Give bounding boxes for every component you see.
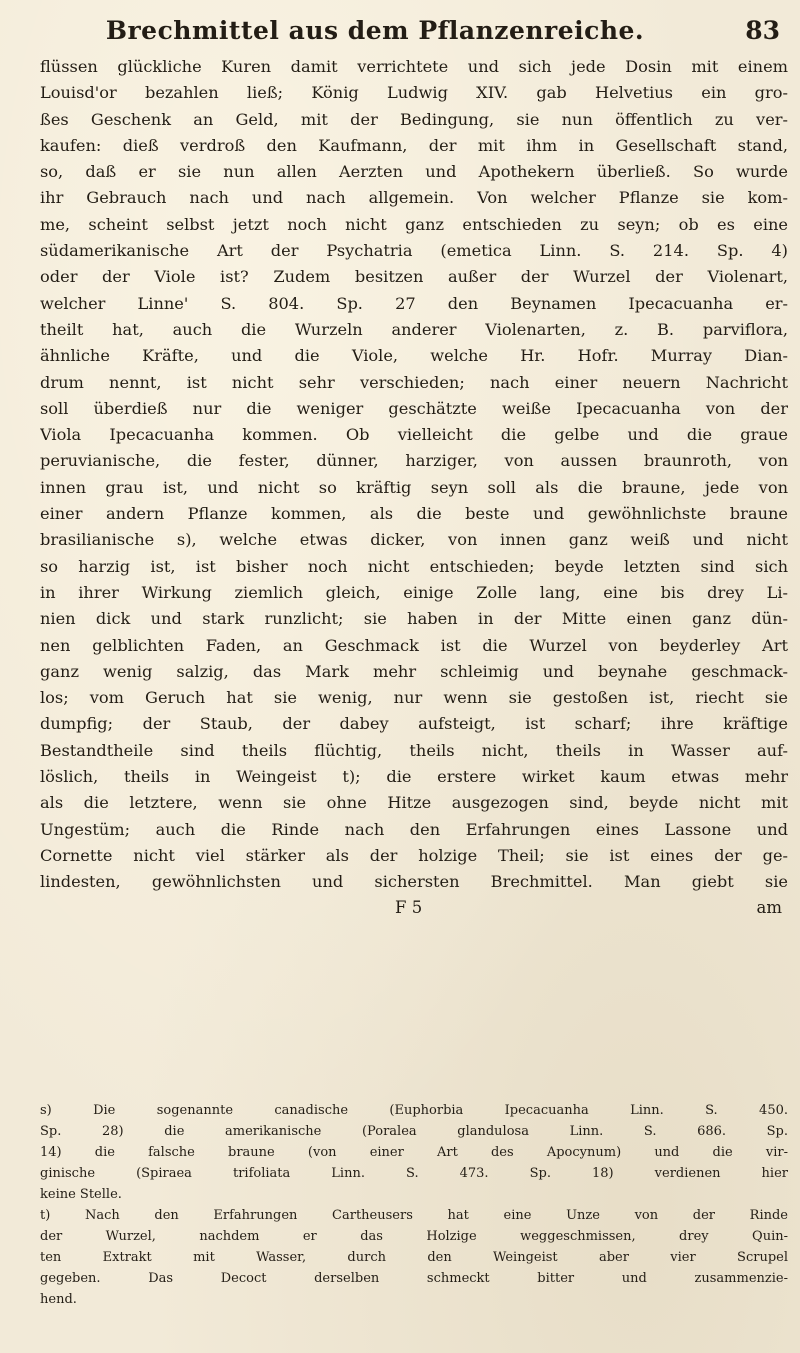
- text-line: welcher Linne' S. 804. Sp. 27 den Beynamen Ipecacuanha er-: [40, 293, 788, 313]
- text-line: einer andern Pflanze kommen, als die beste und gewöhnlichste braune: [40, 504, 788, 524]
- text-line: löslich, theils in Weingeist t); die erstere wirket kaum etwas mehr: [40, 767, 788, 787]
- text-line: als die letztere, wenn sie ohne Hitze ausgezogen sind, beyde nicht mit: [40, 793, 788, 813]
- text-line: lindesten, gewöhnlichsten und sichersten Brechmittel. Man giebt sie: [40, 872, 788, 892]
- text-line: ihr Gebrauch nach und nach allgemein. Von welcher Pflanze sie kom-: [40, 188, 788, 208]
- text-line: soll überdieß nur die weniger geschätzte weiße Ipecacuanha von der: [40, 398, 788, 418]
- text-line: ßes Geschenk an Geld, mit der Bedingung, sie nun öffentlich zu ver-: [40, 109, 788, 129]
- text-line: so, daß er sie nun allen Aerzten und Apothekern überließ. So wurde: [40, 162, 788, 182]
- text-line: Bestandtheile sind theils flüchtig, theils nicht, theils in Wasser auf-: [40, 740, 788, 760]
- footnote-line: t) Nach den Erfahrungen Cartheusers hat eine Unze von der Rinde: [40, 1208, 788, 1223]
- page-header: [40, 10, 780, 50]
- text-line: Viola Ipecacuanha kommen. Ob vielleicht die gelbe und die graue: [40, 425, 788, 445]
- text-line: ganz wenig salzig, das Mark mehr schleimig und beynahe geschmack-: [40, 661, 788, 681]
- page-number: 83: [745, 16, 780, 45]
- footnotes: [40, 1100, 788, 1310]
- text-line: südamerikanische Art der Psychatria (emetica Linn. S. 214. Sp. 4): [40, 241, 788, 261]
- text-line: theilt hat, auch die Wurzeln anderer Violenarten, z. B. parviflora,: [40, 319, 788, 339]
- text-line: so harzig ist, ist bisher noch nicht entschieden; beyde letzten sind sich: [40, 556, 788, 576]
- footnote-line: ginische (Spiraea trifoliata Linn. S. 473. Sp. 18) verdienen hier: [40, 1166, 788, 1181]
- text-line: nien dick und stark runzlicht; sie haben in der Mitte einen ganz dün-: [40, 609, 788, 629]
- signature-mark: F 5: [395, 897, 423, 917]
- text-line: in ihrer Wirkung ziemlich gleich, einige Zolle lang, eine bis drey Li-: [40, 582, 788, 602]
- text-line: Louisd'or bezahlen ließ; König Ludwig XIV. gab Helvetius ein gro-: [40, 83, 788, 103]
- footnote-line: 14) die falsche braune (von einer Art des Apocynum) und die vir-: [40, 1145, 788, 1160]
- text-line: innen grau ist, und nicht so kräftig seyn soll als die braune, jede von: [40, 477, 788, 497]
- body-text: [40, 54, 788, 920]
- text-line: peruvianische, die fester, dünner, harziger, von aussen braunroth, von: [40, 451, 788, 471]
- footnote-line: Sp. 28) die amerikanische (Poralea glandulosa Linn. S. 686. Sp.: [40, 1124, 788, 1139]
- signature-row: [40, 896, 788, 920]
- text-line: Ungestüm; auch die Rinde nach den Erfahrungen eines Lassone und: [40, 819, 788, 839]
- text-line: ähnliche Kräfte, und die Viole, welche Hr. Hofr. Murray Dian-: [40, 346, 788, 366]
- footnote-line: keine Stelle.: [40, 1187, 122, 1202]
- text-line: nen gelblichten Faden, an Geschmack ist die Wurzel von beyderley Art: [40, 635, 788, 655]
- catchword: am: [756, 897, 782, 917]
- text-line: drum nennt, ist nicht sehr verschieden; nach einer neuern Nachricht: [40, 372, 788, 392]
- footnote-line: ten Extrakt mit Wasser, durch den Weingeist aber vier Scrupel: [40, 1250, 788, 1265]
- text-line: flüssen glückliche Kuren damit verrichtete und sich jede Dosin mit einem: [40, 57, 788, 76]
- footnote-line: s) Die sogenannte canadische (Euphorbia Ipecacuanha Linn. S. 450.: [40, 1103, 788, 1118]
- text-line: me, scheint selbst jetzt noch nicht ganz entschieden zu seyn; ob es eine: [40, 214, 788, 234]
- footnote-line: der Wurzel, nachdem er das Holzige weggeschmissen, drey Quin-: [40, 1229, 788, 1244]
- text-line: Cornette nicht viel stärker als der holzige Theil; sie ist eines der ge-: [40, 845, 788, 865]
- footnote-line: hend.: [40, 1292, 77, 1307]
- text-line: brasilianische s), welche etwas dicker, von innen ganz weiß und nicht: [40, 530, 788, 550]
- running-head: Brechmittel aus dem Pflanzenreiche.: [105, 16, 645, 45]
- text-line: oder der Viole ist? Zudem besitzen außer der Wurzel der Violenart,: [40, 267, 788, 287]
- text-line: kaufen: dieß verdroß den Kaufmann, der mit ihm in Gesellschaft stand,: [40, 135, 788, 155]
- text-line: los; vom Geruch hat sie wenig, nur wenn sie gestoßen ist, riecht sie: [40, 688, 788, 708]
- footnote-line: gegeben. Das Decoct derselben schmeckt bitter und zusammenzie-: [40, 1271, 788, 1286]
- text-line: dumpfig; der Staub, der dabey aufsteigt, ist scharf; ihre kräftige: [40, 714, 788, 734]
